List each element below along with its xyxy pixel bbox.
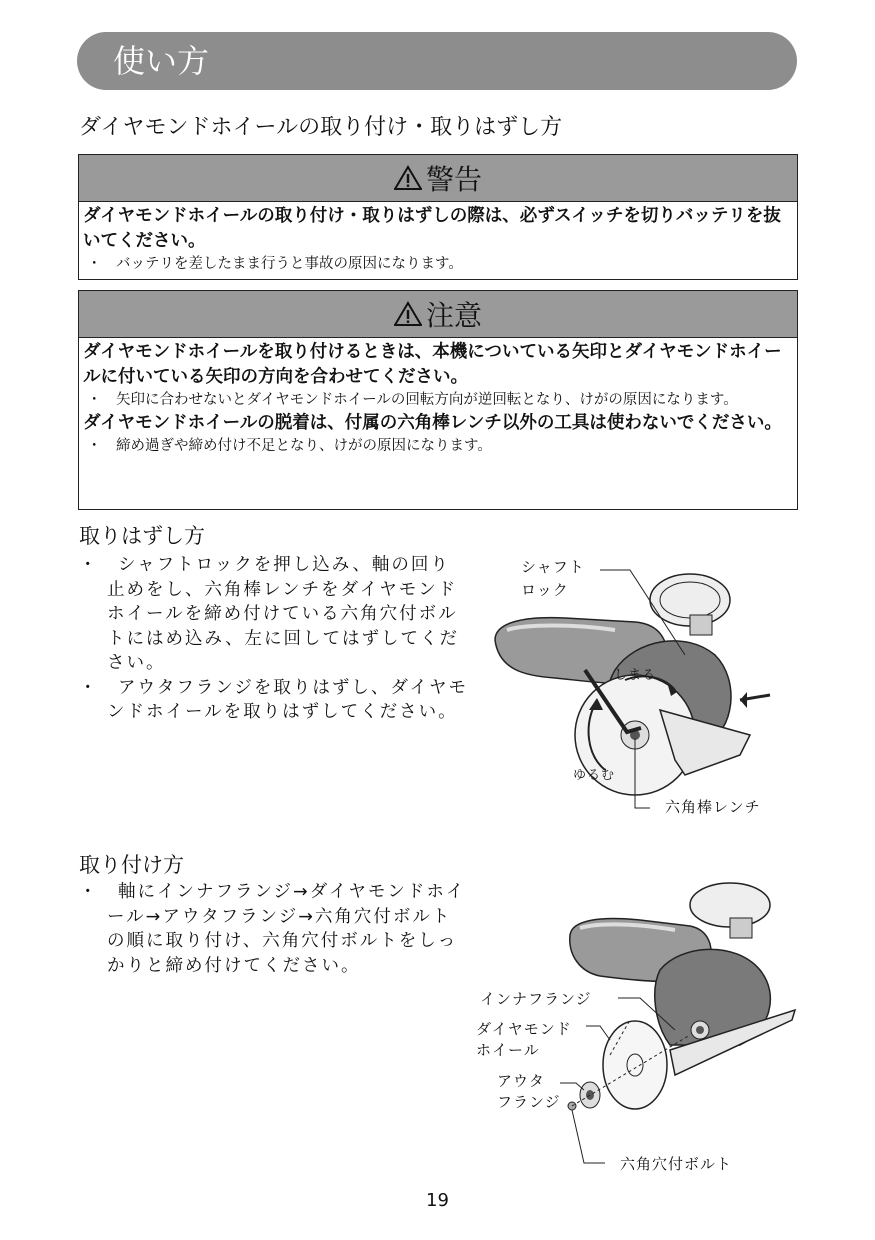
warning-main-text: ダイヤモンドホイールの取り付け・取りはずしの際は、必ずスイッチを切りバッテリを抜いてください。 — [83, 206, 781, 251]
install-bullets — [79, 880, 469, 978]
install-illustration — [560, 880, 800, 1180]
header-title: 使い方 — [113, 42, 210, 80]
removal-bullet-2: ・ アウタフランジを取りはずし、ダイヤモンドホイールを取りはずしてください。 — [79, 677, 469, 722]
label-hex-bolt: 六角穴付ボルト — [620, 1155, 733, 1173]
removal-title: 取りはずし方 — [79, 524, 205, 548]
warning-header — [79, 155, 797, 202]
caution-main-text-1: ダイヤモンドホイールを取り付けるときは、本機についている矢印とダイヤモンドホイールに付いている矢印の方向を合わせてください。 — [83, 342, 782, 387]
removal-bullets — [79, 553, 469, 725]
label-wheel-1: ダイヤモンド — [476, 1020, 572, 1038]
label-inner-flange: インナフランジ — [480, 990, 592, 1008]
warning-title: 警告 — [425, 163, 482, 196]
label-shaft-lock-1: シャフト — [521, 558, 585, 576]
label-shaft-lock-2: ロック — [521, 581, 569, 599]
warning-box — [78, 154, 798, 280]
header-bar — [77, 32, 797, 90]
caution-box — [78, 290, 798, 510]
removal-illustration — [485, 560, 785, 830]
warning-note: ・ バッテリを差したまま行うと事故の原因になります。 — [87, 256, 463, 272]
caution-title: 注意 — [425, 299, 482, 332]
caution-note-2: ・ 締め過ぎや締め付け不足となり、けがの原因になります。 — [87, 438, 492, 454]
caution-main-text-2: ダイヤモンドホイールの脱着は、付属の六角棒レンチ以外の工具は使わないでください。 — [83, 413, 782, 433]
label-wheel-2: ホイール — [476, 1041, 540, 1059]
label-tighten: しまる — [614, 668, 657, 683]
install-title: 取り付け方 — [79, 853, 184, 877]
label-hex-wrench: 六角棒レンチ — [665, 798, 761, 816]
page-number: 19 — [426, 1190, 449, 1211]
install-bullet-1: ・ 軸にインナフランジ→ダイヤモンドホイール→アウタフランジ→六角穴付ボルトの順に取り付け、六角穴付ボルトをしっかりと締め付けてください。 — [79, 882, 466, 976]
caution-header — [79, 291, 797, 338]
label-loosen: ゆるむ — [573, 768, 616, 783]
label-outer-flange-1: アウタ — [497, 1072, 545, 1090]
removal-bullet-1: ・ シャフトロックを押し込み、軸の回り止めをし、六角棒レンチをダイヤモンドホイールを締め付けている六角穴付ボルトにはめ込み、左に回してはずしてください。 — [79, 555, 460, 673]
label-outer-flange-2: フランジ — [497, 1093, 561, 1111]
caution-note-1: ・ 矢印に合わせないとダイヤモンドホイールの回転方向が逆回転となり、けがの原因になります。 — [87, 392, 738, 408]
caution-triangle-icon — [394, 301, 422, 327]
section-title: ダイヤモンドホイールの取り付け・取りはずし方 — [79, 115, 563, 140]
warning-triangle-icon — [394, 165, 422, 191]
